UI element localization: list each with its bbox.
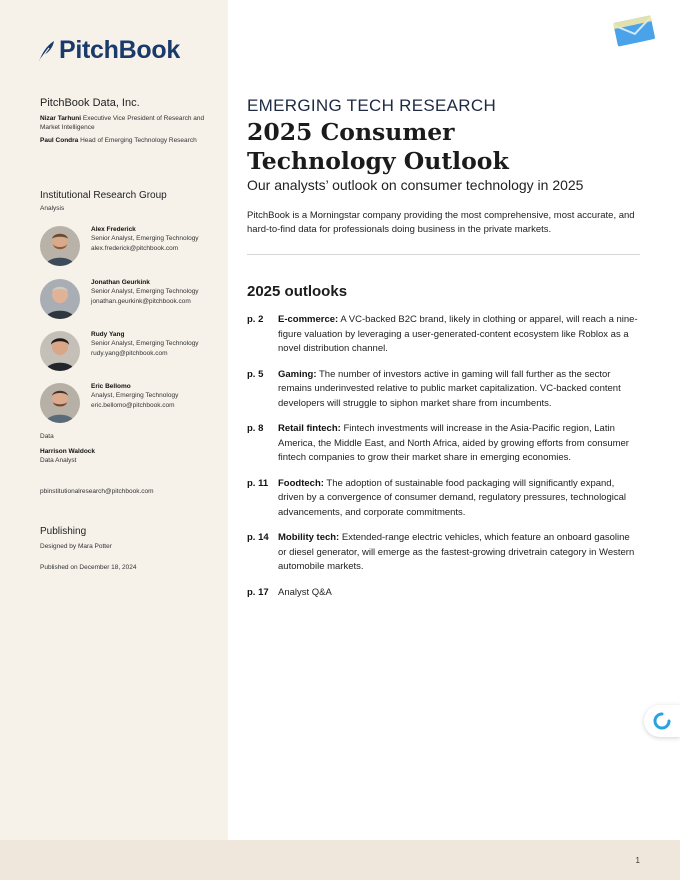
report-subtitle: Our analysts’ outlook on consumer technology in 2025 — [247, 177, 584, 193]
outlook-item[interactable] — [247, 368, 640, 412]
research-group — [40, 190, 210, 212]
data-label: Data — [40, 433, 54, 440]
outlook-text — [278, 368, 640, 412]
analyst-card — [40, 331, 211, 371]
outlook-item[interactable] — [247, 313, 640, 357]
outlook-text — [278, 586, 640, 601]
company-credits — [40, 97, 210, 145]
contact — [40, 487, 210, 496]
analyst-name: Eric Bellomo — [91, 383, 131, 390]
analyst-email[interactable]: eric.bellomo@pitchbook.com — [91, 401, 175, 409]
outlook-title: Foodtech: — [278, 477, 324, 489]
analyst-info — [91, 382, 211, 410]
outlook-item[interactable] — [247, 586, 640, 601]
exec-name: Nizar Tarhuni — [40, 115, 82, 122]
publishing-credits — [40, 526, 210, 572]
analyst-role: Senior Analyst, Emerging Technology — [91, 235, 199, 243]
company-name: PitchBook Data, Inc. — [40, 97, 140, 109]
outlook-body: The adoption of sustainable food packaging will significantly expand, driven by a convergence of consumer demand, regulatory pressures, technological advancements, and corporate commitments. — [278, 477, 626, 518]
published-on: Published on December 18, 2024 — [40, 564, 137, 571]
sidebar — [0, 0, 228, 840]
data-person — [40, 447, 210, 465]
group-title: Institutional Research Group — [40, 190, 167, 201]
outlook-body: A VC-backed B2C brand, likely in clothing or apparel, will reach a nine-figure valuation by leveraging a user-generated-content ecosystem like Roblox as a novel distribution channel. — [278, 314, 638, 354]
outlook-body: Extended-range electric vehicles, which feature an onboard gasoline or diesel generator, will emerge as the fastest-growing drivetrain category in Western automobile markets. — [278, 532, 635, 572]
section-title: 2025 outlooks — [247, 283, 348, 300]
report-title — [247, 118, 640, 176]
avatar — [40, 279, 80, 319]
report-title-line: Technology Outlook — [247, 147, 509, 175]
analyst-name: Alex Frederick — [91, 226, 136, 233]
outlook-text — [278, 313, 640, 357]
designed-by: Designed by Mara Potter — [40, 543, 112, 550]
page-footer — [0, 840, 680, 880]
exec-credit — [40, 136, 210, 145]
avatar — [40, 226, 80, 266]
outlook-title: Retail fintech: — [278, 423, 341, 434]
avatar — [40, 331, 80, 371]
divider — [247, 254, 640, 255]
pitchbook-feather-icon — [36, 40, 56, 62]
analyst-email[interactable]: rudy.yang@pitchbook.com — [91, 349, 168, 357]
analyst-role: Analyst, Emerging Technology — [91, 392, 179, 400]
analysis-label: Analysis — [40, 205, 65, 212]
analyst-card — [40, 279, 211, 319]
outlook-text — [278, 477, 640, 521]
outlook-text — [278, 531, 640, 575]
outlook-page: p. 2 — [247, 314, 264, 325]
page-number: 1 — [635, 856, 640, 865]
outlook-item[interactable] — [247, 422, 640, 466]
logo-text: PitchBook — [59, 36, 180, 64]
analyst-name: Jonathan Geurkink — [91, 279, 150, 286]
analyst-info — [91, 278, 211, 306]
outlook-page: p. 11 — [247, 477, 269, 489]
outlook-page: p. 14 — [247, 532, 269, 543]
outlook-page: p. 8 — [247, 423, 264, 434]
outlook-page: p. 5 — [247, 368, 264, 380]
analyst-info — [91, 330, 211, 358]
analyst-name: Rudy Yang — [91, 331, 125, 338]
pitchbook-logo[interactable] — [36, 36, 180, 65]
data-person-role: Data Analyst — [40, 457, 77, 464]
outlook-item[interactable] — [247, 531, 640, 575]
outlook-title: E-commerce: — [278, 314, 339, 325]
exec-role: Executive Vice President of Research and Market Intelligence — [40, 115, 205, 131]
analyst-card — [40, 383, 211, 423]
analyst-info — [91, 225, 211, 253]
outlook-list — [247, 313, 640, 600]
analyst-card — [40, 226, 211, 266]
analyst-role: Senior Analyst, Emerging Technology — [91, 340, 199, 348]
exec-name: Paul Condra — [40, 137, 79, 144]
outlook-text — [278, 422, 640, 466]
outlook-body: Analyst Q&A — [278, 586, 332, 598]
contact-email[interactable]: pbinstitutionalresearch@pitchbook.com — [40, 488, 154, 495]
analyst-role: Senior Analyst, Emerging Technology — [91, 288, 199, 296]
outlook-item[interactable] — [247, 477, 640, 521]
exec-role: Head of Emerging Technology Research — [80, 137, 197, 144]
outlook-body: The number of investors active in gaming will fall further as the sector remains underinvested relative to public market capitalization. VC-backed content developers will struggle to siphon market share from incumbents. — [278, 368, 621, 409]
outlook-page: p. 17 — [247, 586, 269, 598]
loading-widget-button[interactable] — [644, 705, 680, 737]
report-kicker: EMERGING TECH RESEARCH — [247, 96, 497, 115]
exec-credit — [40, 114, 210, 132]
analyst-email[interactable]: jonathan.geurkink@pitchbook.com — [91, 297, 191, 305]
publishing-title: Publishing — [40, 526, 87, 537]
envelope-icon[interactable] — [612, 12, 656, 53]
data-person-name: Harrison Waldock — [40, 448, 96, 455]
intro-paragraph: PitchBook is a Morningstar company providing the most comprehensive, most accurate, and hard-to-find data for professionals doing business in the private markets. — [247, 210, 635, 235]
avatar — [40, 383, 80, 423]
outlook-title: Gaming: — [278, 368, 317, 380]
data-credits — [40, 432, 210, 465]
report-title-line: 2025 Consumer — [247, 118, 455, 146]
main-content — [247, 96, 640, 611]
outlook-title: Mobility tech: — [278, 532, 340, 543]
analyst-email[interactable]: alex.frederick@pitchbook.com — [91, 244, 179, 252]
outlook-body: Fintech investments will increase in the Asia-Pacific region, Latin America, the Middle East, and North Africa, aided by growing efforts from consumer fintech companies to grow their market share in emerging economies. — [278, 423, 629, 463]
spinner-icon — [653, 712, 671, 730]
